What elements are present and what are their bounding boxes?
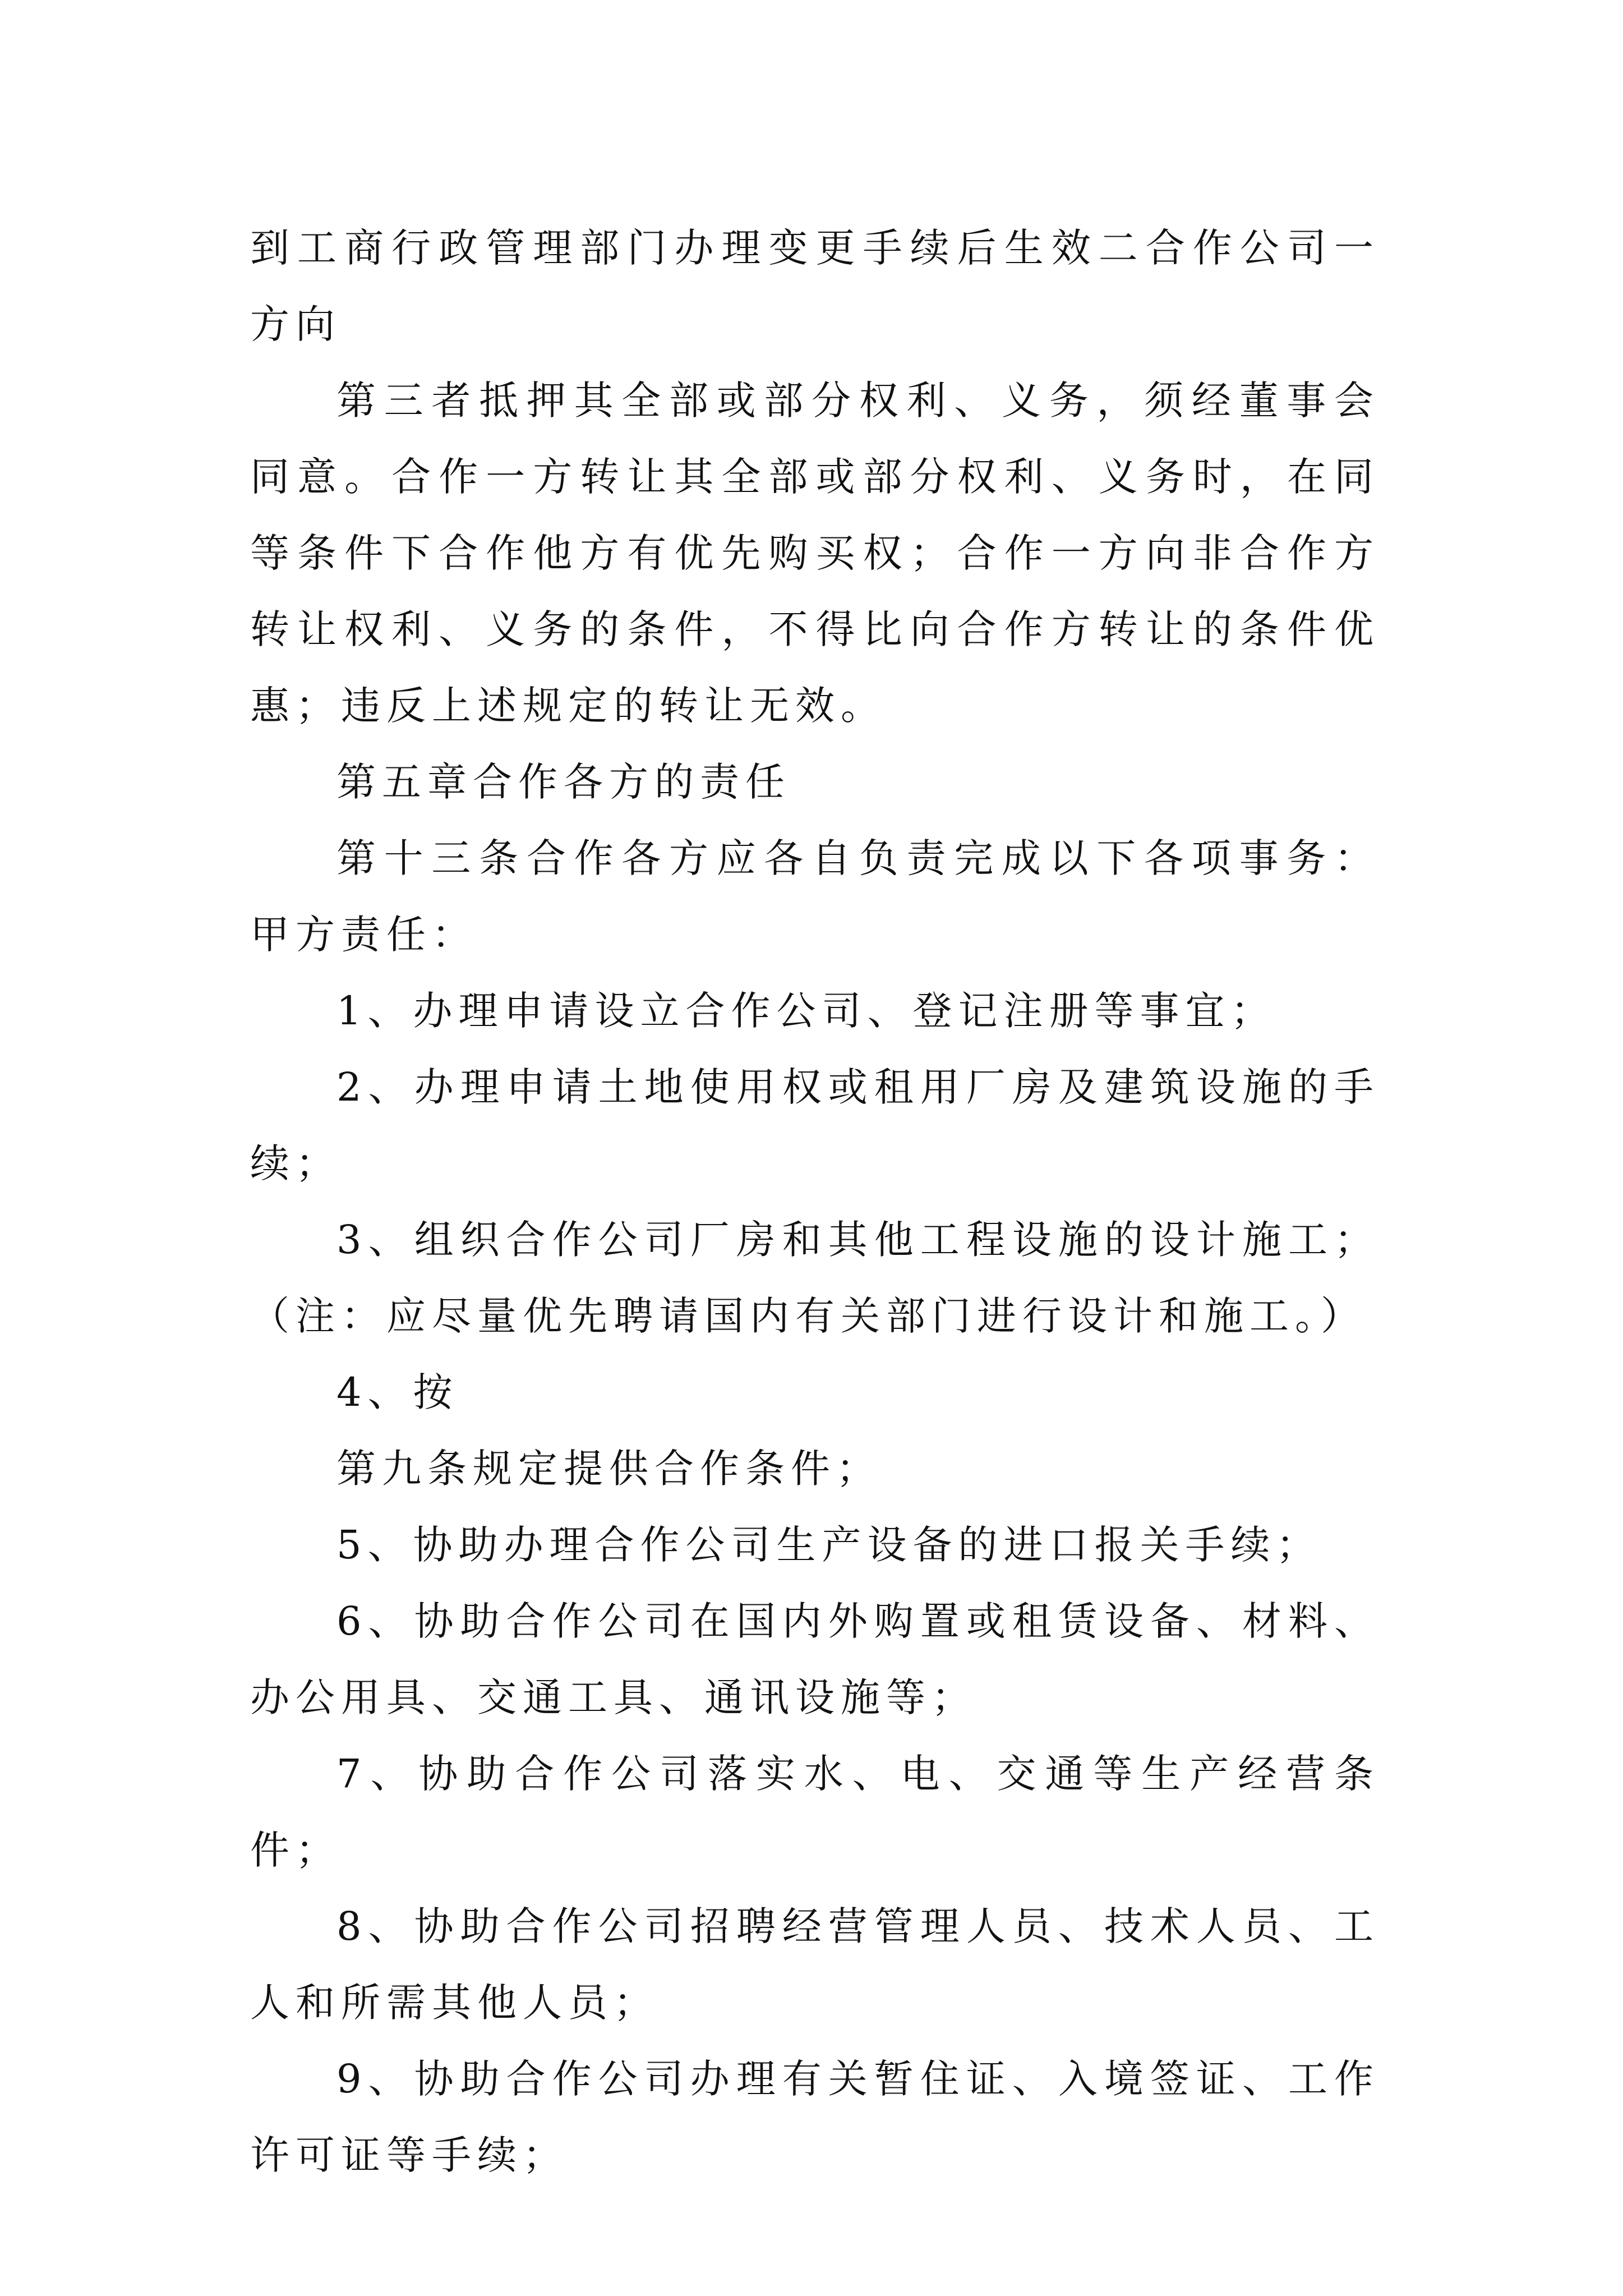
list-item-4-continued: 第九条规定提供合作条件； xyxy=(336,1446,882,1492)
list-item-5: 5、协助办理合作公司生产设备的进口报关手续； xyxy=(336,1522,1322,1568)
list-item-6: 6、协助合作公司在国内外购置或租赁设备、材料、办公用具、交通工具、通讯设施等； xyxy=(250,1598,1380,1720)
paragraph-1: 到工商行政管理部门办理变更手续后生效二合作公司一方向 xyxy=(250,225,1380,347)
list-item-2: 2、办理申请土地使用权或租用厂房及建筑设施的手续； xyxy=(250,1064,1380,1186)
list-item-4: 4、按 xyxy=(336,1369,459,1415)
paragraph-article-13: 第十三条合作各方应各自负责完成以下各项事务：甲方责任： xyxy=(250,835,1380,958)
paragraph-2: 第三者抵押其全部或部分权利、义务，须经董事会同意。合作一方转让其全部或部分权利、义务时，在同等条件下合作他方有优先购买权；合作一方向非合作方转让权利、义务的条件，不得比向合作方转让的条件优惠；违反上述规定的转让无效。 xyxy=(250,378,1380,729)
document-body xyxy=(250,210,1380,2193)
list-item-1: 1、办理申请设立合作公司、登记注册等事宜； xyxy=(336,988,1276,1034)
list-item-8: 8、协助合作公司招聘经营管理人员、技术人员、工人和所需其他人员； xyxy=(250,1903,1380,2026)
chapter-heading: 第五章合作各方的责任 xyxy=(336,759,791,805)
list-item-9: 9、协助合作公司办理有关暂住证、入境签证、工作许可证等手续； xyxy=(250,2056,1380,2178)
list-item-7: 7、协助合作公司落实水、电、交通等生产经营条件； xyxy=(250,1751,1380,1873)
list-item-3: 3、组织合作公司厂房和其他工程设施的设计施工；（注：应尽量优先聘请国内有关部门进行设计和施工。） xyxy=(250,1217,1380,1339)
